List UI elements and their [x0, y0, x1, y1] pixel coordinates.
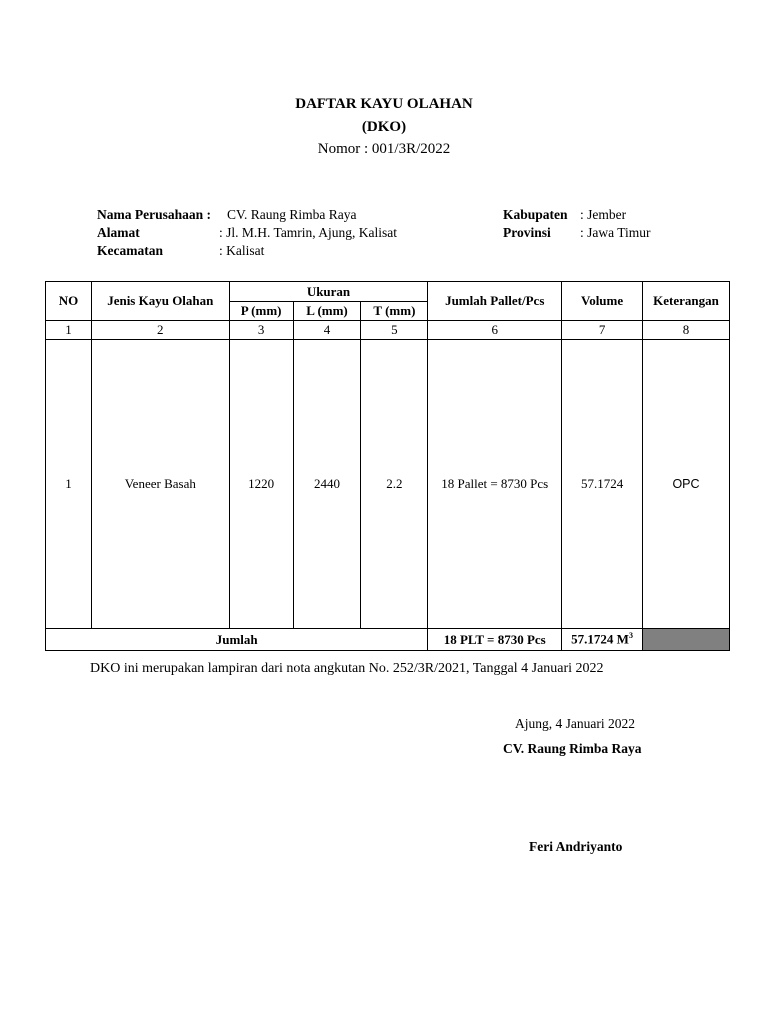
header-keterangan: Keterangan	[643, 282, 730, 321]
col-number: 7	[562, 321, 643, 340]
province-value: : Jawa Timur	[580, 225, 651, 240]
cell-p: 1220	[229, 340, 293, 629]
header-t: T (mm)	[361, 302, 428, 321]
header-jumlah: Jumlah Pallet/Pcs	[428, 282, 562, 321]
company-info-right	[503, 206, 651, 242]
document-subtitle: (DKO)	[361, 119, 407, 135]
table-row	[46, 340, 730, 629]
col-number: 5	[361, 321, 428, 340]
company-label: Nama Perusahaan :	[97, 207, 211, 222]
cell-no: 1	[46, 340, 92, 629]
total-volume-value: 57.1724 M	[571, 631, 629, 647]
header-volume: Volume	[562, 282, 643, 321]
timber-table	[45, 281, 730, 651]
district-label: Kecamatan	[97, 243, 163, 258]
volume-unit-superscript: 3	[628, 631, 633, 641]
cell-jenis: Veneer Basah	[91, 340, 229, 629]
header-p: P (mm)	[229, 302, 293, 321]
company-info-left	[97, 206, 397, 260]
col-number: 8	[643, 321, 730, 340]
col-number: 2	[91, 321, 229, 340]
address-value: : Jl. M.H. Tamrin, Ajung, Kalisat	[219, 225, 398, 240]
col-number: 6	[428, 321, 562, 340]
header-jenis: Jenis Kayu Olahan	[91, 282, 229, 321]
total-label: Jumlah	[46, 629, 428, 651]
district-value: : Kalisat	[219, 243, 265, 258]
cell-l: 2440	[293, 340, 361, 629]
total-volume	[562, 629, 643, 651]
cell-volume: 57.1724	[562, 340, 643, 629]
col-number: 4	[293, 321, 361, 340]
document-number: Nomor : 001/3R/2022	[317, 141, 451, 157]
company-value: CV. Raung Rimba Raya	[227, 207, 357, 222]
cell-jumlah: 18 Pallet = 8730 Pcs	[428, 340, 562, 629]
column-number-row	[46, 321, 730, 340]
header-ukuran: Ukuran	[229, 282, 428, 302]
header-l: L (mm)	[293, 302, 361, 321]
attachment-note: DKO ini merupakan lampiran dari nota angkutan No. 252/3R/2021, Tanggal 4 Januari 2022	[90, 661, 604, 676]
signatory-name: Feri Andriyanto	[529, 839, 623, 854]
regency-label: Kabupaten	[503, 207, 568, 222]
total-row	[46, 629, 730, 651]
cell-keterangan: OPC	[643, 340, 730, 629]
total-keterangan-shaded	[643, 629, 730, 651]
document-title: DAFTAR KAYU OLAHAN	[295, 96, 473, 112]
col-number: 3	[229, 321, 293, 340]
total-jumlah: 18 PLT = 8730 Pcs	[428, 629, 562, 651]
signature-place-date: Ajung, 4 Januari 2022	[515, 716, 635, 731]
province-label: Provinsi	[503, 225, 551, 240]
regency-value: : Jember	[580, 207, 627, 222]
cell-t: 2.2	[361, 340, 428, 629]
col-number: 1	[46, 321, 92, 340]
signature-company: CV. Raung Rimba Raya	[503, 741, 642, 756]
address-label: Alamat	[97, 225, 140, 240]
header-no: NO	[46, 282, 92, 321]
